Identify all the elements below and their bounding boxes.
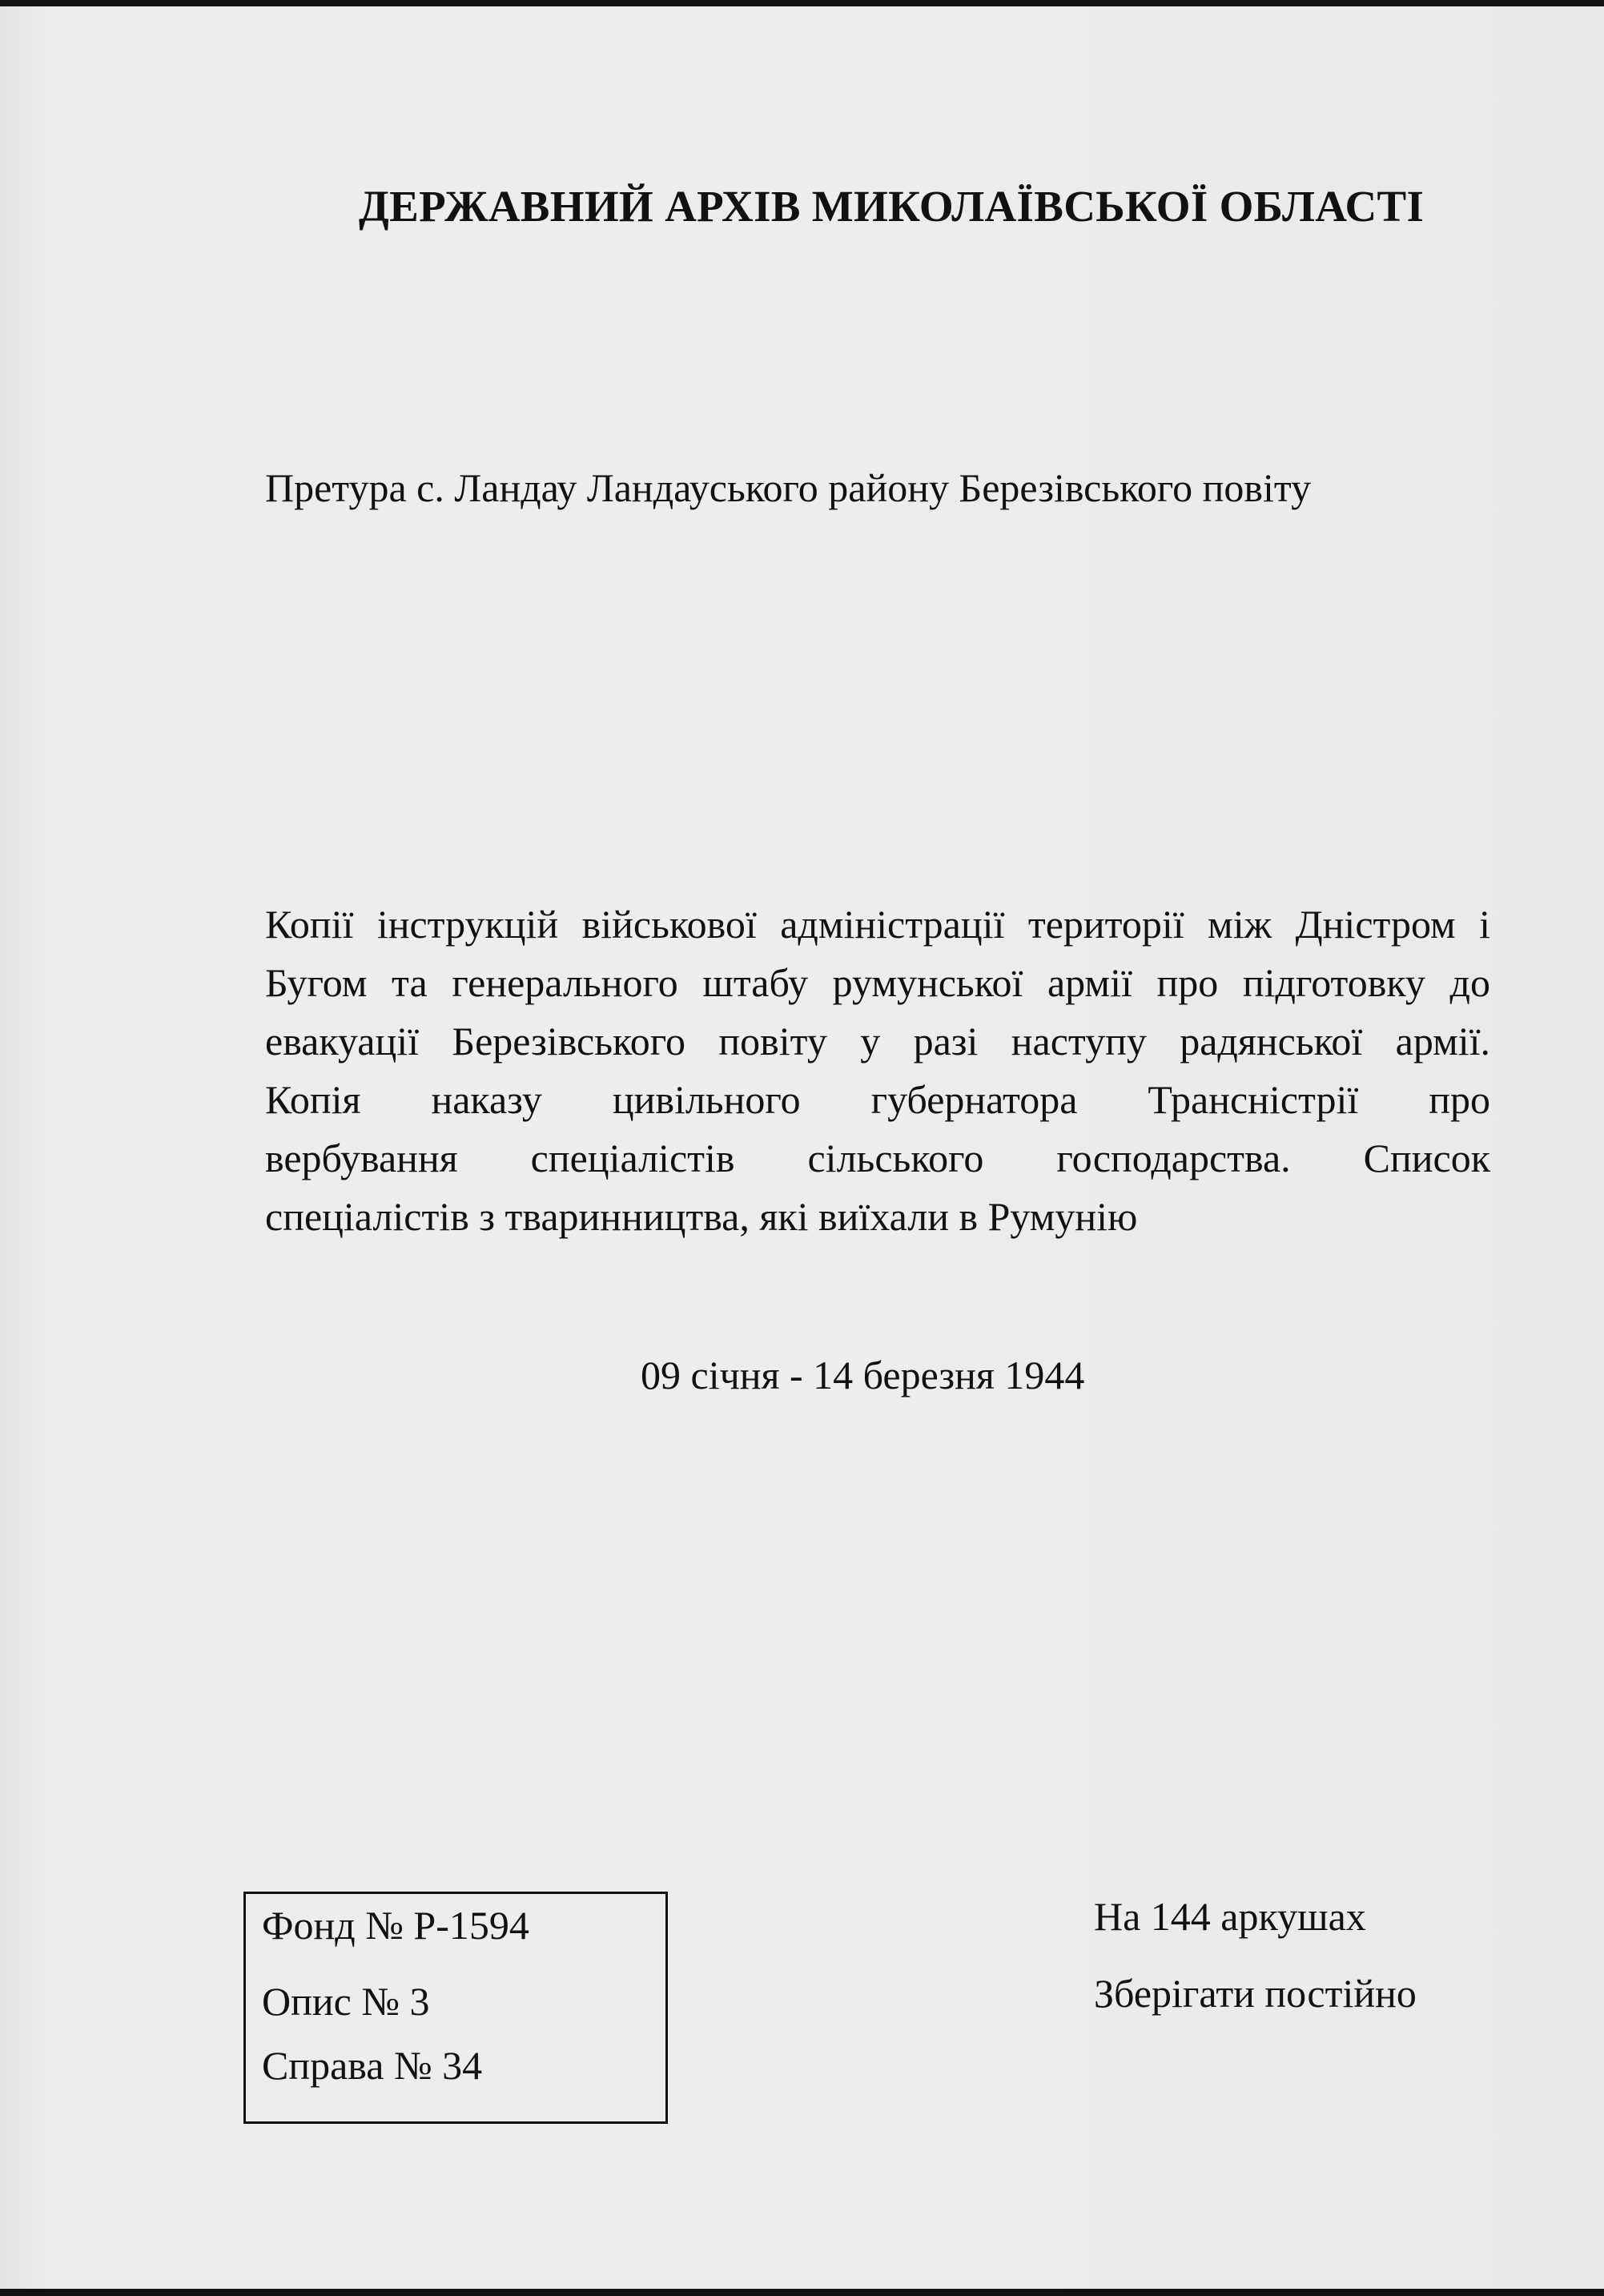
archive-title: ДЕРЖАВНИЙ АРХІВ МИКОЛАЇВСЬКОЇ ОБЛАСТІ [359, 182, 1425, 231]
inventory-number: Опис № 3 [262, 1979, 430, 2024]
description-line: евакуації Березівського повіту у разі наступу радянської армії. [265, 1019, 1490, 1064]
file-description [265, 895, 1490, 1246]
fund-creator: Претура с. Ландау Ландауського району Березівського повіту [265, 465, 1312, 510]
sheet-count: На 144 аркушах [1094, 1894, 1366, 1939]
description-line: Копія наказу цивільного губернатора Трансністрії про [265, 1077, 1490, 1122]
date-range: 09 січня - 14 березня 1944 [641, 1353, 1085, 1397]
retention-period: Зберігати постійно [1094, 1971, 1417, 2016]
description-line: Бугом та генерального штабу румунської армії про підготовку до [265, 960, 1490, 1005]
description-line: спеціалістів з тваринництва, які виїхали в Румунію [265, 1194, 1138, 1239]
description-line: Копії інструкцій військової адміністрації території між Дністром і [265, 902, 1490, 947]
reference-box [243, 1892, 668, 2124]
file-number: Справа № 34 [262, 2043, 483, 2088]
fund-number: Фонд № Р-1594 [262, 1903, 529, 1948]
document-page [0, 6, 1604, 2289]
description-line: вербування спеціалістів сільського господарства. Список [265, 1136, 1490, 1180]
